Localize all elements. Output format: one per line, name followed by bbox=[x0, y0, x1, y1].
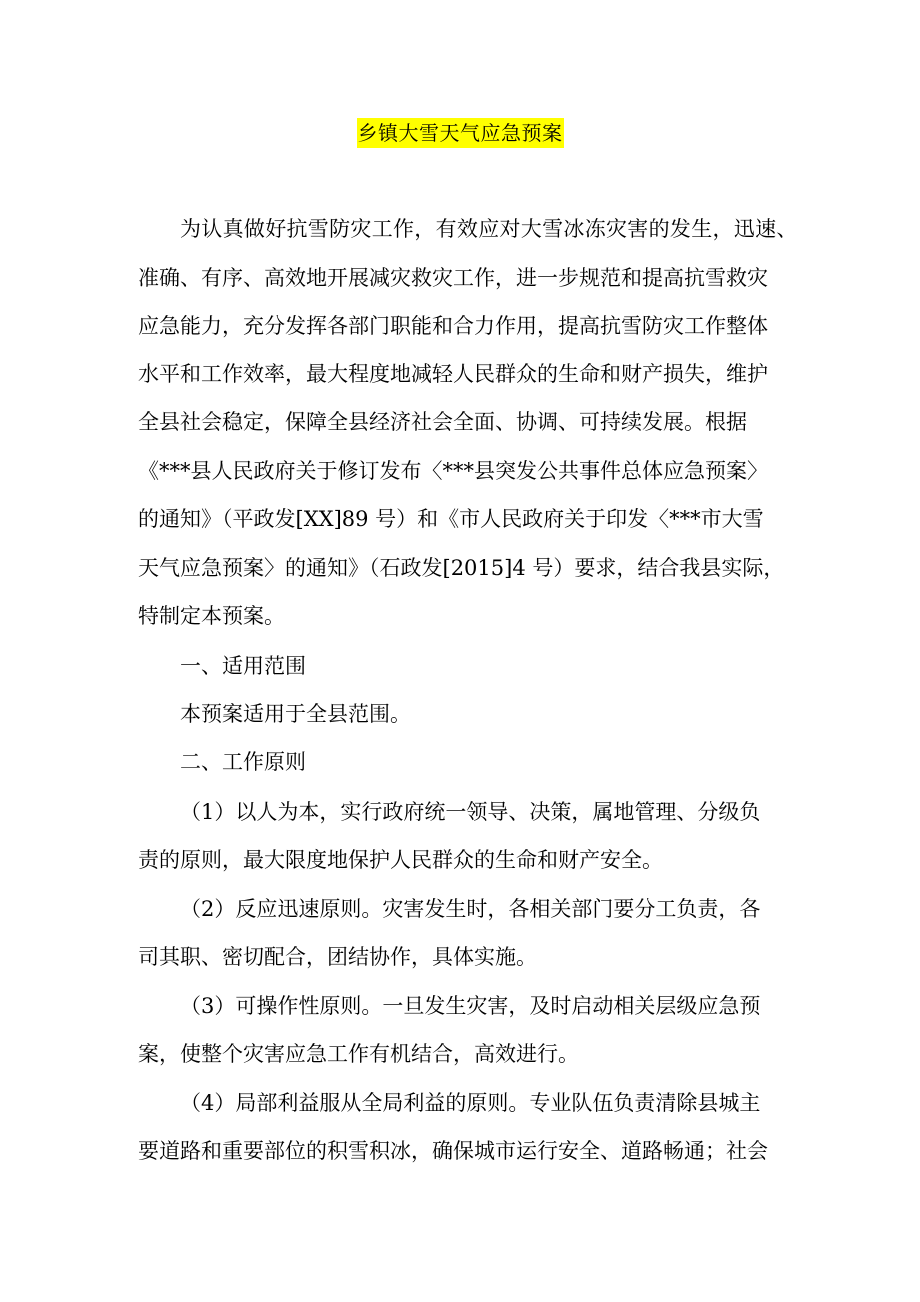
title-container bbox=[0, 118, 920, 148]
principle-item: （3）可操作性原则。一旦发生灾害，及时启动相关层级应急预 bbox=[180, 994, 761, 1018]
paragraph-line: 水平和工作效率，最大程度地减轻人民群众的生命和财产损失，维护 bbox=[138, 362, 768, 386]
section-heading: 一、适用范围 bbox=[180, 654, 306, 678]
paragraph-line: 本预案适用于全县范围。 bbox=[180, 702, 411, 726]
paragraph-line: 司其职、密切配合，团结协作，具体实施。 bbox=[138, 945, 537, 969]
principle-item: （1）以人为本，实行政府统一领导、决策，属地管理、分级负 bbox=[180, 800, 761, 824]
paragraph-line: 《***县人民政府关于修订发布〈***县突发公共事件总体应急预案〉 bbox=[138, 459, 768, 483]
paragraph-line: 应急能力，充分发挥各部门职能和合力作用，提高抗雪防灾工作整体 bbox=[138, 314, 768, 338]
paragraph-line: 为认真做好抗雪防灾工作，有效应对大雪冰冻灾害的发生，迅速、 bbox=[180, 217, 798, 241]
paragraph-line: 案，使整个灾害应急工作有机结合，高效进行。 bbox=[138, 1042, 579, 1066]
principle-item: （2）反应迅速原则。灾害发生时，各相关部门要分工负责，各 bbox=[180, 897, 761, 921]
document-title: 乡镇大雪天气应急预案 bbox=[357, 118, 564, 148]
principle-item: （4）局部利益服从全局利益的原则。专业队伍负责清除县城主 bbox=[180, 1091, 761, 1115]
paragraph-line: 全县社会稳定，保障全县经济社会全面、协调、可持续发展。根据 bbox=[138, 410, 747, 434]
paragraph-line: 准确、有序、高效地开展减灾救灾工作，进一步规范和提高抗雪救灾 bbox=[138, 266, 768, 290]
paragraph-line: 责的原则，最大限度地保护人民群众的生命和财产安全。 bbox=[138, 848, 663, 872]
paragraph-line: 天气应急预案〉的通知》（石政发[2015]4 号）要求，结合我县实际， bbox=[138, 556, 785, 580]
paragraph-line: 要道路和重要部位的积雪积冰，确保城市运行安全、道路畅通；社会 bbox=[138, 1139, 768, 1163]
paragraph-line: 特制定本预案。 bbox=[138, 604, 285, 628]
section-heading: 二、工作原则 bbox=[180, 750, 306, 774]
paragraph-line: 的通知》（平政发[XX]89 号）和《市人民政府关于印发〈***市大雪 bbox=[138, 507, 764, 531]
